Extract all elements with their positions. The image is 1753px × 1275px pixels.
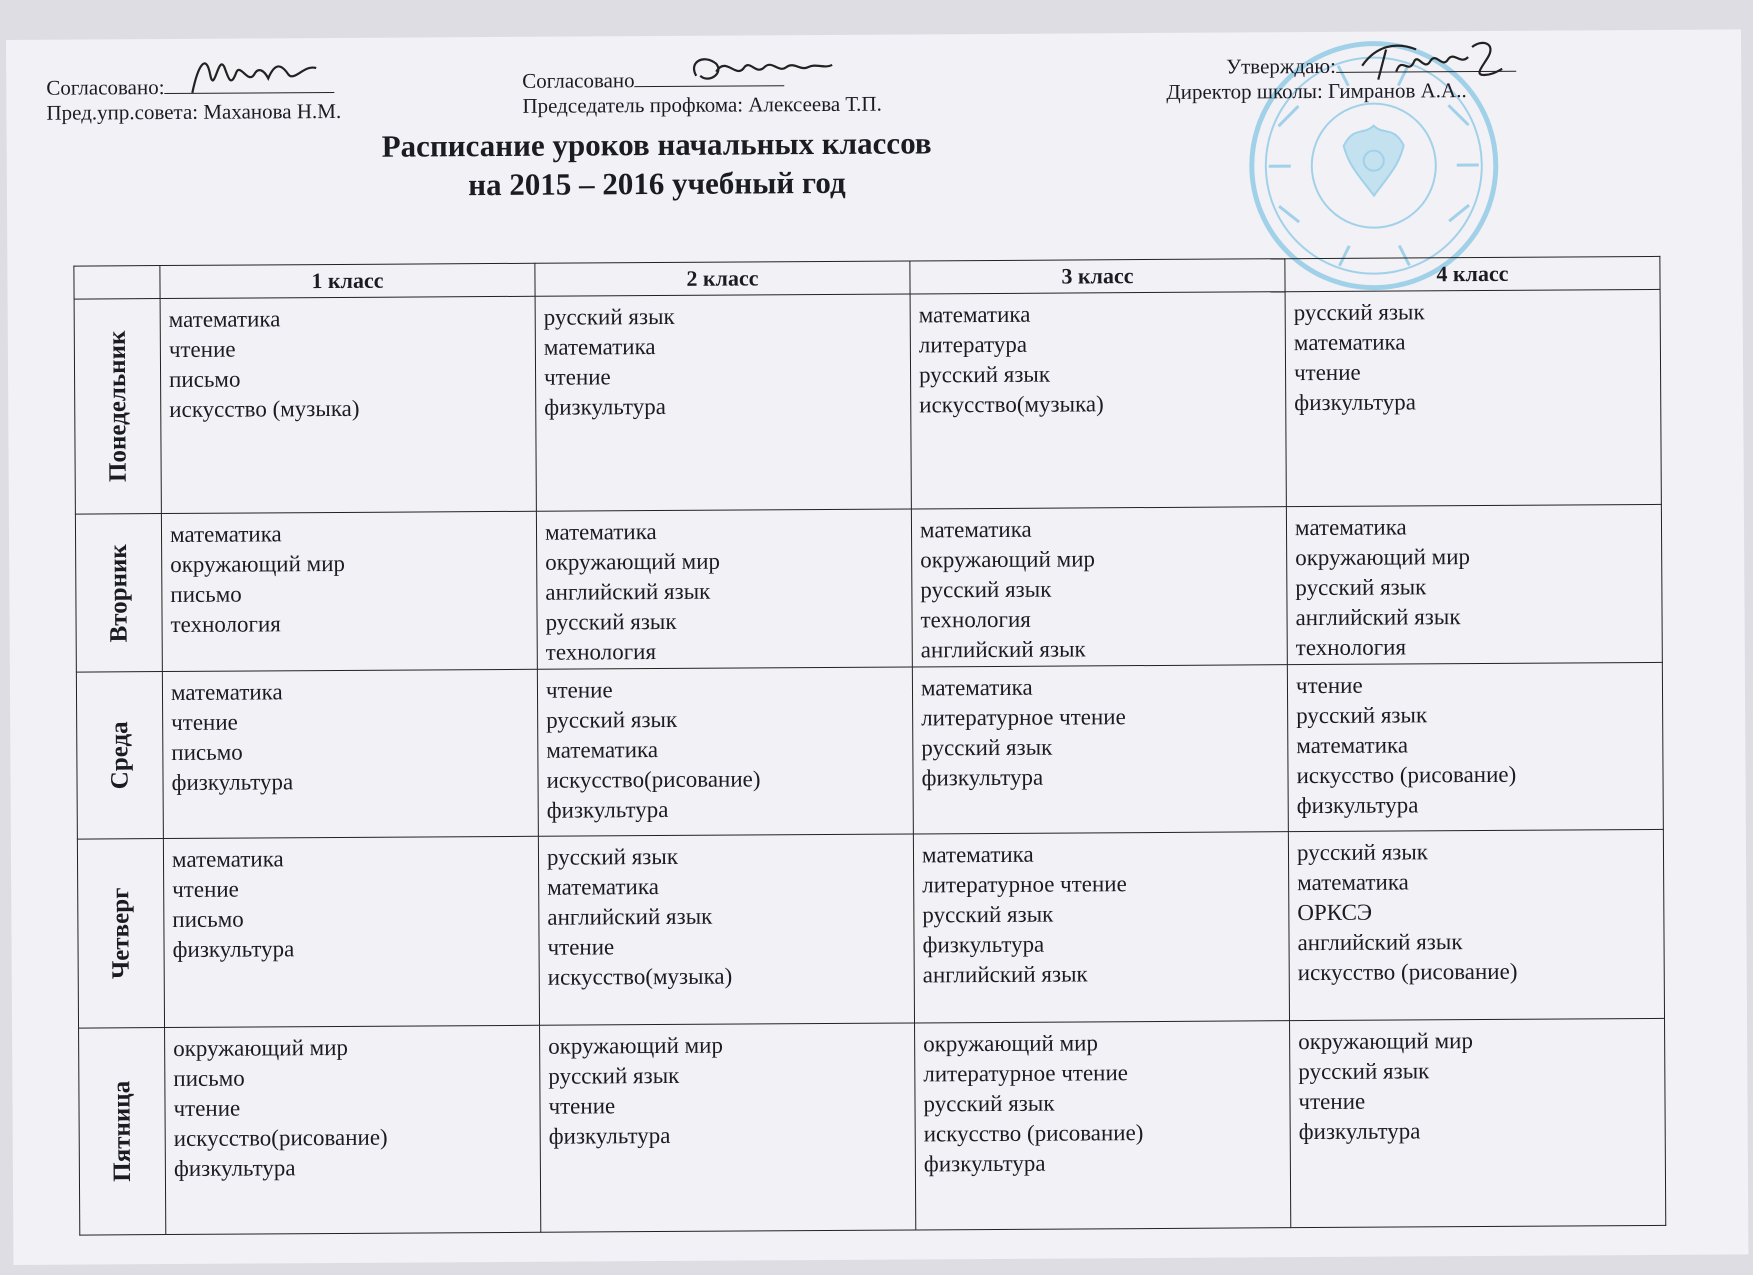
lesson-item: математика (918, 301, 1031, 328)
lesson-item: окружающий мир (1298, 1027, 1474, 1054)
schedule-table (73, 256, 1666, 1236)
lesson-list (538, 667, 913, 825)
day-label: Среда (105, 721, 134, 790)
lesson-item: математика (168, 306, 281, 333)
lesson-item: чтение (545, 677, 613, 703)
lesson-list (911, 292, 1286, 420)
lesson-item: английский язык (922, 961, 1088, 988)
schedule-row (79, 1018, 1666, 1235)
lesson-list (539, 834, 914, 992)
lesson-item: искусство (рисование) (923, 1119, 1144, 1147)
lesson-list (1286, 290, 1661, 418)
lesson-list (161, 297, 536, 425)
lesson-item: английский язык (1295, 604, 1461, 631)
approval-middle-signer: Председатель профкома: Алексеева Т.П. (522, 91, 882, 119)
lesson-item: физкультура (544, 393, 667, 420)
lesson-item: чтение (173, 1095, 241, 1121)
lesson-item: окружающий мир (1295, 544, 1471, 571)
lesson-item: русский язык (546, 843, 679, 870)
lesson-item: физкультура (921, 764, 1044, 791)
lesson-list (164, 837, 539, 965)
lesson-item: математика (921, 841, 1034, 868)
schedule-body (74, 289, 1666, 1235)
approval-left-label: Согласовано: (46, 75, 165, 100)
approval-left-signer: Пред.упр.совета: Маханова Н.М. (46, 99, 342, 125)
lesson-item: окружающий мир (920, 546, 1096, 573)
lesson-cell (911, 507, 1287, 667)
lesson-item: математика (1297, 869, 1409, 895)
lesson-cell (915, 1021, 1291, 1230)
lesson-cell (161, 511, 537, 671)
lesson-item: окружающий мир (545, 548, 721, 575)
lesson-item: математика (170, 679, 283, 705)
lesson-item: английский язык (547, 903, 713, 930)
day-cell (75, 514, 162, 672)
lesson-item: математика (1294, 514, 1407, 541)
lesson-item: чтение (168, 336, 236, 363)
lesson-item: математика (546, 736, 659, 763)
lesson-cell (160, 296, 536, 513)
lesson-item: окружающий мир (173, 1034, 349, 1061)
lesson-item: чтение (548, 1093, 616, 1119)
approval-right-signer: Директор школы: Гимранов А.А.. (1166, 78, 1467, 105)
lesson-item: физкультура (1294, 389, 1417, 416)
lesson-list (1289, 830, 1664, 988)
lesson-item: литературное чтение (922, 871, 1127, 898)
lesson-item: русский язык (920, 576, 1052, 603)
lesson-item: литература (918, 331, 1028, 358)
lesson-item: русский язык (918, 361, 1051, 388)
lesson-item: математика (1296, 732, 1409, 759)
day-cell (77, 838, 164, 1028)
day-cell (76, 672, 163, 839)
handwritten-signature-left (184, 44, 324, 105)
lesson-cell (535, 294, 911, 511)
lesson-item: английский язык (920, 636, 1086, 663)
lesson-item: чтение (1295, 672, 1363, 699)
day-cell (74, 299, 161, 515)
lesson-item: письмо (169, 366, 241, 393)
lesson-item: физкультура (922, 931, 1045, 958)
lesson-item: английский язык (1297, 928, 1463, 955)
lesson-cell (912, 665, 1288, 834)
lesson-item: письмо (173, 1065, 245, 1091)
lesson-cell (538, 834, 914, 1025)
lesson-cell (537, 667, 913, 836)
lesson-item: русский язык (1296, 839, 1429, 865)
lesson-item: письмо (171, 739, 243, 765)
lesson-item: физкультура (548, 1122, 671, 1149)
lesson-item: математика (543, 334, 656, 360)
handwritten-signature-middle (686, 45, 836, 96)
lesson-item: математика (171, 846, 284, 872)
lesson-item: литературное чтение (923, 1060, 1129, 1087)
lesson-list (536, 294, 911, 422)
lesson-item: физкультура (923, 1150, 1046, 1177)
lesson-list (165, 1026, 540, 1184)
lesson-item: технология (545, 639, 657, 665)
lesson-cell (1287, 662, 1663, 831)
schedule-row (74, 289, 1661, 514)
lesson-cell (536, 509, 912, 669)
lesson-item: искусство (рисование) (1296, 761, 1517, 789)
lesson-list (915, 1021, 1290, 1179)
approval-middle-label: Согласовано (522, 68, 635, 93)
handwritten-signature-right (1356, 35, 1506, 86)
day-label: Вторник (104, 543, 133, 643)
lesson-item: физкультура (1296, 792, 1419, 819)
lesson-item: русский язык (543, 303, 675, 330)
lesson-item: искусство(рисование) (546, 766, 761, 793)
lesson-list (1290, 1019, 1665, 1147)
lesson-item: технология (1295, 634, 1407, 661)
lesson-item: искусство(музыка) (547, 963, 733, 990)
lesson-item: физкультура (1298, 1118, 1421, 1144)
lesson-item: чтение (543, 364, 611, 390)
lesson-item: русский язык (1295, 574, 1427, 601)
lesson-item: искусство(музыка) (919, 391, 1104, 418)
lesson-item: русский язык (546, 706, 678, 733)
day-label: Понедельник (103, 330, 132, 483)
lesson-item: русский язык (548, 1062, 680, 1089)
day-label: Четверг (106, 887, 135, 980)
lesson-item: физкультура (171, 769, 294, 795)
lesson-item: русский язык (1298, 1058, 1430, 1084)
lesson-cell (910, 292, 1286, 509)
column-header: 1 класс (160, 263, 535, 298)
lesson-item: математика (169, 521, 282, 548)
lesson-item: письмо (170, 581, 242, 608)
lesson-list (163, 670, 538, 798)
column-header: 3 класс (910, 259, 1285, 294)
lesson-item: русский язык (922, 901, 1054, 928)
lesson-list (537, 510, 912, 668)
lesson-item: окружающий мир (548, 1032, 724, 1059)
column-header: 2 класс (535, 261, 910, 296)
lesson-cell (163, 836, 539, 1027)
title-line-2: на 2015 – 2016 учебный год (468, 164, 846, 202)
day-label: Пятница (107, 1080, 136, 1182)
title-line-1: Расписание уроков начальных классов (381, 125, 932, 164)
lesson-item: искусство (музыка) (169, 395, 360, 423)
lesson-cell (162, 669, 538, 838)
lesson-item: математика (544, 519, 657, 545)
lesson-cell (165, 1025, 541, 1234)
lesson-item: чтение (172, 876, 239, 902)
lesson-item: чтение (547, 934, 615, 960)
lesson-item: технология (170, 611, 281, 638)
lesson-cell (1290, 1018, 1666, 1227)
day-cell (79, 1027, 166, 1235)
header-corner-cell (74, 266, 160, 300)
lesson-item: физкультура (172, 936, 295, 962)
lesson-item: математика (919, 516, 1032, 543)
lesson-item: английский язык (545, 578, 711, 605)
lesson-list (913, 665, 1288, 793)
lesson-item: литературное чтение (921, 704, 1126, 731)
lesson-item: математика (920, 674, 1033, 701)
lesson-list (1287, 505, 1662, 663)
lesson-item: русский язык (545, 609, 677, 635)
lesson-item: русский язык (1296, 702, 1428, 729)
schedule-row (77, 829, 1664, 1028)
lesson-item: математика (1293, 329, 1406, 356)
lesson-item: ОРКСЭ (1297, 899, 1373, 925)
lesson-list (914, 832, 1289, 990)
lesson-item: чтение (1298, 1088, 1366, 1114)
lesson-item: окружающий мир (170, 551, 346, 578)
document-title (7, 122, 1307, 207)
lesson-item: математика (547, 873, 659, 900)
lesson-item: технология (920, 606, 1031, 633)
lesson-item: русский язык (1293, 299, 1425, 326)
lesson-cell (1285, 289, 1661, 506)
lesson-item: окружающий мир (923, 1030, 1099, 1057)
lesson-cell (913, 832, 1289, 1023)
lesson-item: русский язык (921, 734, 1053, 761)
lesson-cell (1288, 829, 1664, 1020)
lesson-list (1288, 663, 1663, 821)
lesson-item: физкультура (546, 796, 669, 823)
lesson-item: искусство(рисование) (173, 1124, 388, 1151)
lesson-list (162, 512, 537, 640)
lesson-item: искусство (рисование) (1297, 958, 1518, 985)
lesson-item: письмо (172, 906, 244, 932)
lesson-item: русский язык (923, 1090, 1055, 1117)
lesson-item: чтение (171, 709, 238, 735)
approval-right-label: Утверждаю: (1226, 53, 1336, 79)
document-page (6, 29, 1748, 1265)
lesson-cell (1286, 505, 1662, 665)
lesson-list (912, 507, 1287, 665)
schedule-row (76, 662, 1663, 839)
schedule-row (75, 505, 1662, 673)
lesson-item: чтение (1293, 359, 1361, 386)
lesson-cell (540, 1023, 916, 1232)
lesson-item: физкультура (173, 1155, 296, 1181)
lesson-list (540, 1023, 915, 1151)
column-header: 4 класс (1285, 256, 1660, 291)
